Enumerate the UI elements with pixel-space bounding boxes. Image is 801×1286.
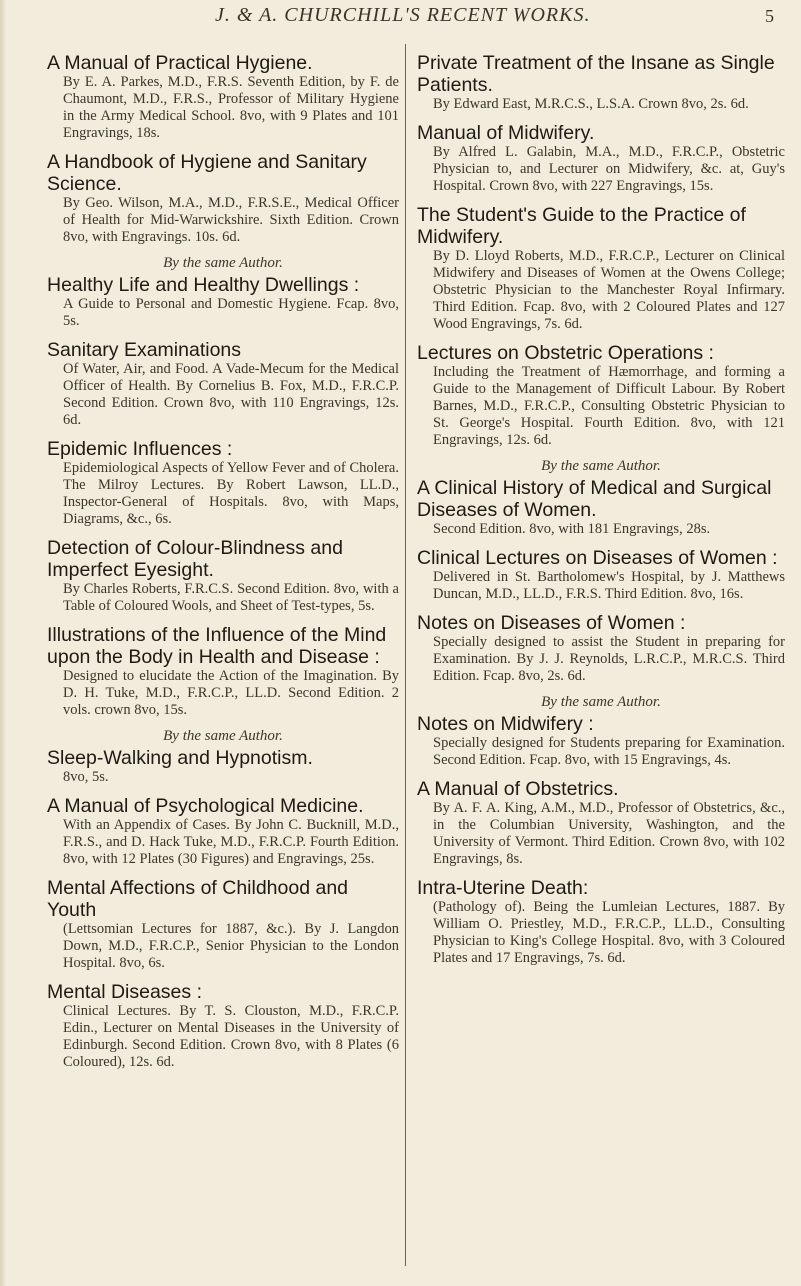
book-description: 8vo, 5s. — [63, 769, 109, 785]
book-entry — [417, 477, 785, 538]
book-entry — [47, 537, 399, 615]
book-entry — [47, 274, 399, 330]
book-title: A Handbook of Hygiene and Sanitary Science. — [47, 151, 367, 195]
page-header — [0, 4, 801, 30]
same-author-note: By the same Author. — [163, 728, 283, 744]
book-description: (Pathology of). Being the Lumleian Lectures, 1887. By William O. Priestley, M.D., F.R.C.P., LL.D., Consulting Physician to King's College Hospital. 8vo, with 3 Coloured Plates and 17 Engravings, 7s. 6d. — [433, 899, 785, 966]
book-entry — [417, 547, 785, 603]
book-title: A Clinical History of Medical and Surgical Diseases of Women. — [417, 477, 772, 521]
book-entry — [47, 339, 399, 429]
book-title: Sleep-Walking and Hypnotism. — [47, 747, 313, 769]
book-entry — [417, 342, 785, 449]
book-title: The Student's Guide to the Practice of Midwifery. — [417, 204, 746, 248]
book-entry — [47, 747, 399, 786]
book-title: Lectures on Obstetric Operations : — [417, 342, 714, 364]
book-entry — [47, 981, 399, 1071]
running-head: J. & A. CHURCHILL'S RECENT WORKS. — [215, 4, 591, 26]
book-entry — [417, 204, 785, 333]
book-description: Delivered in St. Bartholomew's Hospital, by J. Matthews Duncan, M.D., LL.D., F.R.S. Third Edition. 8vo, 16s. — [433, 569, 785, 602]
book-title: Clinical Lectures on Diseases of Women : — [417, 547, 778, 569]
book-description: Including the Treatment of Hæmorrhage, and forming a Guide to the Management of Difficult Labour. By Robert Barnes, M.D., F.R.C.P., Consulting Obstetric Physician to St. George's Hospital. Fourth Edition. 8vo, with 121 Engravings, 12s. 6d. — [433, 364, 785, 448]
page-edge-shadow — [0, 0, 6, 1286]
book-title: Notes on Diseases of Women : — [417, 612, 686, 634]
same-author-note: By the same Author. — [541, 458, 661, 474]
book-description: Specially designed to assist the Student in preparing for Examination. By J. J. Reynolds, L.R.C.P., M.R.C.S. Third Edition. Fcap. 8vo, 2s. 6d. — [433, 634, 785, 684]
book-entry — [47, 877, 399, 972]
column-divider — [405, 44, 406, 1266]
book-entry — [417, 612, 785, 685]
book-title: Private Treatment of the Insane as Single Patients. — [417, 52, 775, 96]
book-description: (Lettsomian Lectures for 1887, &c.). By J. Langdon Down, M.D., F.R.C.P., Senior Physician to the London Hospital. 8vo, 6s. — [63, 921, 399, 971]
book-entry — [417, 713, 785, 769]
book-description: Of Water, Air, and Food. A Vade-Mecum for the Medical Officer of Health. By Cornelius B. Fox, M.D., F.R.C.P. Second Edition. Crown 8vo, with 110 Engravings, 12s. 6d. — [63, 361, 399, 428]
book-title: Sanitary Examinations — [47, 339, 242, 361]
book-title: Mental Affections of Childhood and Youth — [47, 877, 349, 921]
same-author-note: By the same Author. — [163, 255, 283, 271]
book-description: By Alfred L. Galabin, M.A., M.D., F.R.C.P., Obstetric Physician to, and Lecturer on Midwifery, &c. at, Guy's Hospital. Crown 8vo, with 227 Engravings, 15s. — [433, 144, 785, 194]
book-entry — [47, 624, 399, 719]
book-title: Mental Diseases : — [47, 981, 202, 1003]
book-entry — [417, 778, 785, 868]
book-description: By Charles Roberts, F.R.C.S. Second Edition. 8vo, with a Table of Coloured Wools, and Sheet of Test-types, 5s. — [63, 581, 399, 614]
same-author-note: By the same Author. — [541, 694, 661, 710]
page-number: 5 — [765, 6, 774, 26]
book-title: Notes on Midwifery : — [417, 713, 594, 735]
book-entry — [47, 795, 399, 868]
book-description: By D. Lloyd Roberts, M.D., F.R.C.P., Lecturer on Clinical Midwifery and Diseases of Women at the Owens College; Obstetric Physician to the Manchester Royal Infirmary. Third Edition. Fcap. 8vo, with 2 Coloured Plates and 127 Wood Engravings, 7s. 6d. — [433, 248, 785, 332]
book-title: A Manual of Practical Hygiene. — [47, 52, 313, 74]
book-title: Detection of Colour-Blindness and Imperfect Eyesight. — [47, 537, 343, 581]
book-description: A Guide to Personal and Domestic Hygiene. Fcap. 8vo, 5s. — [63, 296, 399, 329]
book-entry — [417, 877, 785, 967]
book-title: Illustrations of the Influence of the Mind upon the Body in Health and Disease : — [47, 624, 387, 668]
book-description: Second Edition. 8vo, with 181 Engravings, 28s. — [433, 521, 711, 537]
book-title: Intra-Uterine Death: — [417, 877, 589, 899]
book-description: By A. F. A. King, A.M., M.D., Professor of Obstetrics, &c., in the Columbian University, Washington, and the University of Vermont. Third Edition. Crown 8vo, with 102 Engravings, 8s. — [433, 800, 785, 867]
left-column — [47, 52, 399, 1080]
book-description: By Geo. Wilson, M.A., M.D., F.R.S.E., Medical Officer of Health for Mid-Warwickshire. Sixth Edition. Crown 8vo, with Engravings. 10s. 6d. — [63, 195, 399, 245]
book-description: With an Appendix of Cases. By John C. Bucknill, M.D., F.R.S., and D. Hack Tuke, M.D., F.R.C.P. Fourth Edition. 8vo, with 12 Plates (30 Figures) and Engravings, 25s. — [63, 817, 399, 867]
book-entry — [417, 122, 785, 195]
book-title: A Manual of Obstetrics. — [417, 778, 619, 800]
book-description: By Edward East, M.R.C.S., L.S.A. Crown 8vo, 2s. 6d. — [433, 96, 749, 112]
book-description: Designed to elucidate the Action of the Imagination. By D. H. Tuke, M.D., F.R.C.P., LL.D. Second Edition. 2 vols. crown 8vo, 15s. — [63, 668, 399, 718]
book-entry — [47, 151, 399, 246]
book-title: A Manual of Psychological Medicine. — [47, 795, 364, 817]
book-description: Clinical Lectures. By T. S. Clouston, M.D., F.R.C.P. Edin., Lecturer on Mental Diseases in the University of Edinburgh. Second Edition. Crown 8vo, with 8 Plates (6 Coloured), 12s. 6d. — [63, 1003, 399, 1070]
book-description: Epidemiological Aspects of Yellow Fever and of Cholera. The Milroy Lectures. By Robert Lawson, LL.D., Inspector-General of Hospitals. 8vo, with Maps, Diagrams, &c., 6s. — [63, 460, 399, 527]
book-entry — [47, 438, 399, 528]
book-title: Epidemic Influences : — [47, 438, 233, 460]
book-entry — [417, 52, 785, 113]
right-column — [417, 52, 785, 976]
book-description: Specially designed for Students preparing for Examination. Second Edition. Fcap. 8vo, with 15 Engravings, 4s. — [433, 735, 785, 768]
book-entry — [47, 52, 399, 142]
book-description: By E. A. Parkes, M.D., F.R.S. Seventh Edition, by F. de Chaumont, M.D., F.R.S., Professor of Military Hygiene in the Army Medical School. 8vo, with 9 Plates and 101 Engravings, 18s. — [63, 74, 399, 141]
book-title: Manual of Midwifery. — [417, 122, 595, 144]
book-title: Healthy Life and Healthy Dwellings : — [47, 274, 360, 296]
